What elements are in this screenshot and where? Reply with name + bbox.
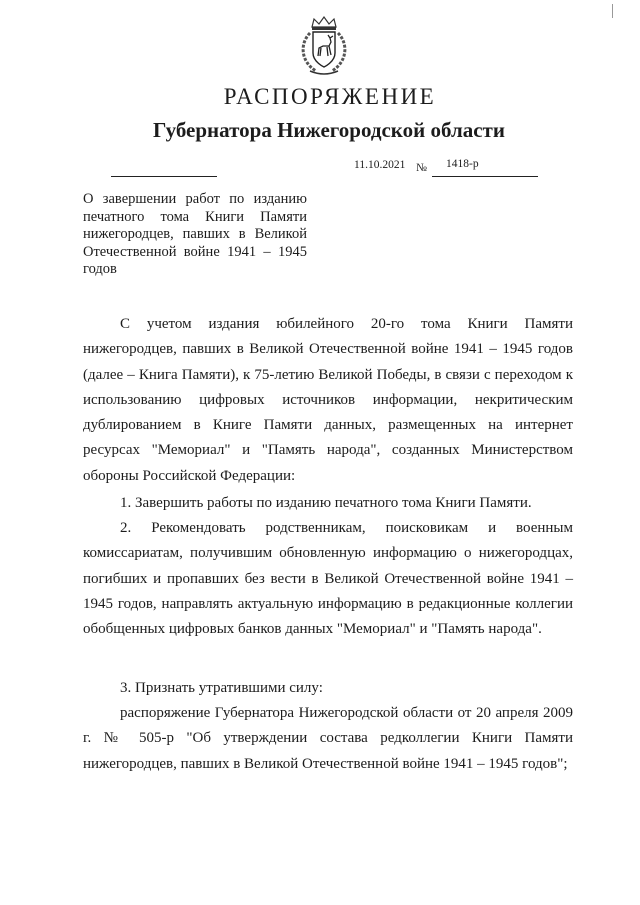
subject-line: печатного тома Книги Памяти [83,208,307,225]
issuer-title: Губернатора Нижегородской области [153,118,505,142]
subject-line: Отечественной войне 1941 – 1945 [83,243,307,260]
subject-line: годов [83,261,117,277]
preamble-paragraph: С учетом издания юбилейного 20-го тома Книги Памяти нижегородцев, павших в Великой Отечественной войне 1941 – 1945 годов (далее – Книга Памяти), к 75-летию Великой Победы, в связи с переходом к использованию цифровых источников информации, некритическим дублированием в Книге Памяти данных, размещенных на интернет ресурсах "Мемориал" и "Память народа", созданных Министерством обороны Российской Федерации: [83,316,573,484]
number-sign: № [416,162,427,174]
repealed-order-paragraph: распоряжение Губернатора Нижегородской области от 20 апреля 2009 г. № 505-р "Об утверждении состава редколлегии Книги Памяти нижегородцев, павших в Великой Отечественной войне 1941 – 1945 годов"; [83,705,573,772]
clause-3-paragraph: 3. Признать утратившими силу: [120,680,323,696]
clause-1-paragraph: 1. Завершить работы по изданию печатного тома Книги Памяти. [120,495,532,511]
scan-artifact-mark [612,4,613,18]
document-type-title: РАСПОРЯЖЕНИЕ [223,84,437,109]
subject-line: О завершении работ по изданию [83,191,307,207]
number-underline [432,176,538,177]
document-date: 11.10.2021 [354,159,406,171]
blank-date-line [111,176,217,177]
document-subject [83,191,307,279]
subject-line: нижегородцев, павших в Великой [83,226,307,242]
clause-2-paragraph: 2. Рекомендовать родственникам, поисковикам и военным комиссариатам, получившим обновленную информацию о нижегородцах, погибших и пропавших без вести в Великой Отечественной войне 1941 – 1945 годов, направлять актуальную информацию в редакционные коллегии обобщенных цифровых банков данных "Мемориал" и "Память народа". [83,520,573,638]
document-number: 1418-р [446,158,479,170]
coat-of-arms-emblem [296,15,352,77]
